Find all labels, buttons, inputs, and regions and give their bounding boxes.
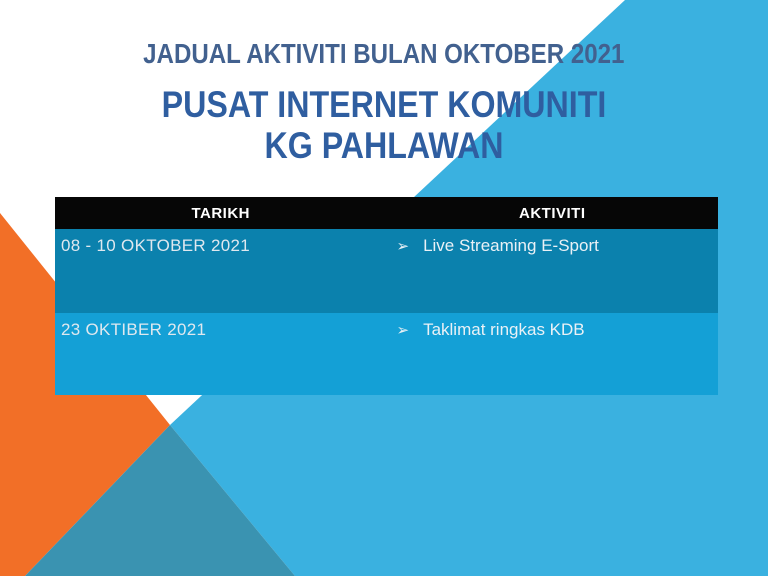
slide-subtitle-line1: PUSAT INTERNET KOMUNITI bbox=[161, 84, 607, 125]
activity-cell bbox=[387, 229, 719, 256]
arrow-bullet-icon: ➢ bbox=[396, 322, 410, 339]
table-header-aktiviti: AKTIVITI bbox=[519, 204, 586, 222]
date-cell: 08 - 10 OKTOBER 2021 bbox=[61, 236, 251, 255]
date-cell: 23 OKTIBER 2021 bbox=[61, 320, 207, 339]
table-row bbox=[55, 229, 718, 313]
table-header-row bbox=[55, 197, 718, 229]
arrow-bullet-icon: ➢ bbox=[396, 238, 410, 255]
table-row bbox=[55, 313, 718, 395]
activity-cell bbox=[387, 313, 719, 340]
activity-text: Live Streaming E-Sport bbox=[423, 236, 599, 255]
slide-title: JADUAL AKTIVITI BULAN OKTOBER 2021 bbox=[143, 38, 625, 69]
slide-subtitle-line2: KG PAHLAWAN bbox=[264, 125, 504, 166]
activity-schedule-table bbox=[55, 197, 718, 395]
activity-text: Taklimat ringkas KDB bbox=[423, 320, 585, 339]
subtitle-block bbox=[0, 84, 768, 166]
title-block bbox=[0, 38, 768, 70]
table-header-tarikh: TARIKH bbox=[191, 204, 251, 222]
